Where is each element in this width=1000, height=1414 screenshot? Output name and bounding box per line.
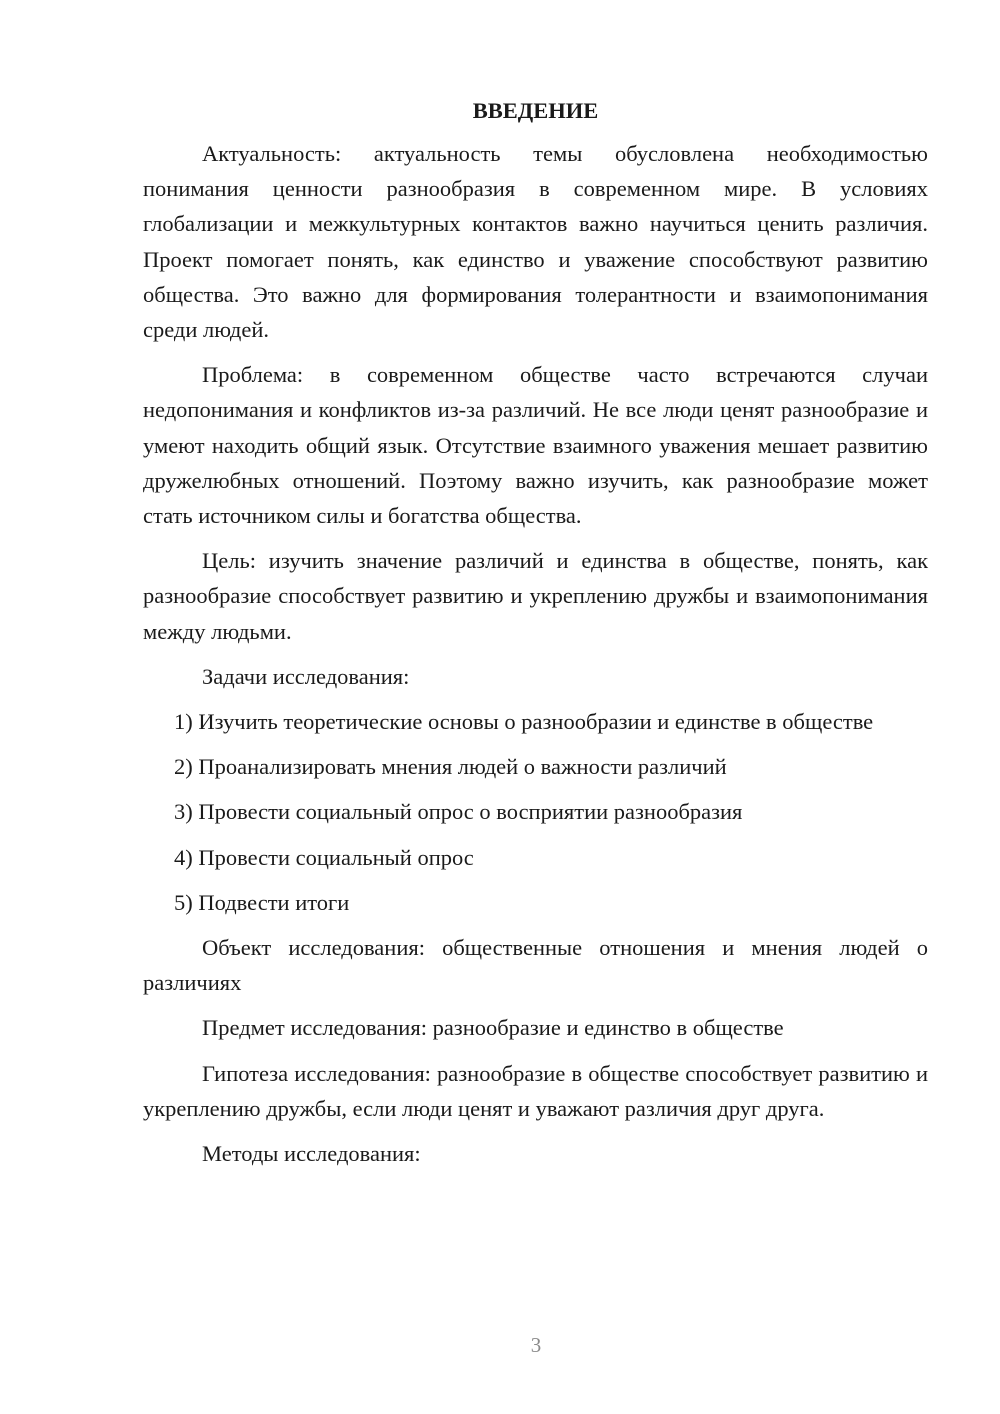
methods-heading: Методы исследования: [202,1141,421,1167]
paragraph-object: Объект исследования: общественные отношения и мнения людей о различиях [143,935,928,996]
page-content [143,96,928,1181]
task-item-1: 1) Изучить теоретические основы о разнообразии и единстве в обществе [174,709,874,735]
paragraph-subject: Предмет исследования: разнообразие и единство в обществе [202,1015,784,1041]
task-item-5: 5) Подвести итоги [174,889,350,915]
task-item-4: 4) Провести социальный опрос [174,844,474,870]
task-item-3: 3) Провести социальный опрос о восприятии разнообразия [174,799,743,825]
paragraph-hypothesis: Гипотеза исследования: разнообразие в обществе способствует развитию и укреплению дружбы, если люди ценят и уважают различия друг друга. [143,1060,928,1121]
paragraph-actuality: Актуальность: актуальность темы обусловлена необходимостью понимания ценности разнообразия в современном мире. В условиях глобализации и межкультурных контактов важно научиться ценить различия. Проект помогает понять, как единство и уважение способствуют развитию общества. Это важно для формирования толерантности и взаимопонимания среди людей. [143,141,928,343]
paragraph-problem: Проблема: в современном обществе часто встречаются случаи недопонимания и конфликтов из-за различий. Не все люди ценят разнообразие и умеют находить общий язык. Отсутствие взаимного уважения мешает развитию дружелюбных отношений. Поэтому важно изучить, как разнообразие может стать источником силы и богатства общества. [143,362,928,529]
section-title: ВВЕДЕНИЕ [472,98,599,123]
page-number: 3 [530,1333,542,1357]
task-item-2: 2) Проанализировать мнения людей о важности различий [174,754,727,780]
paragraph-goal: Цель: изучить значение различий и единства в обществе, понять, как разнообразие способствует развитию и укреплению дружбы и взаимопонимания между людьми. [143,548,928,644]
tasks-heading: Задачи исследования: [202,663,410,689]
